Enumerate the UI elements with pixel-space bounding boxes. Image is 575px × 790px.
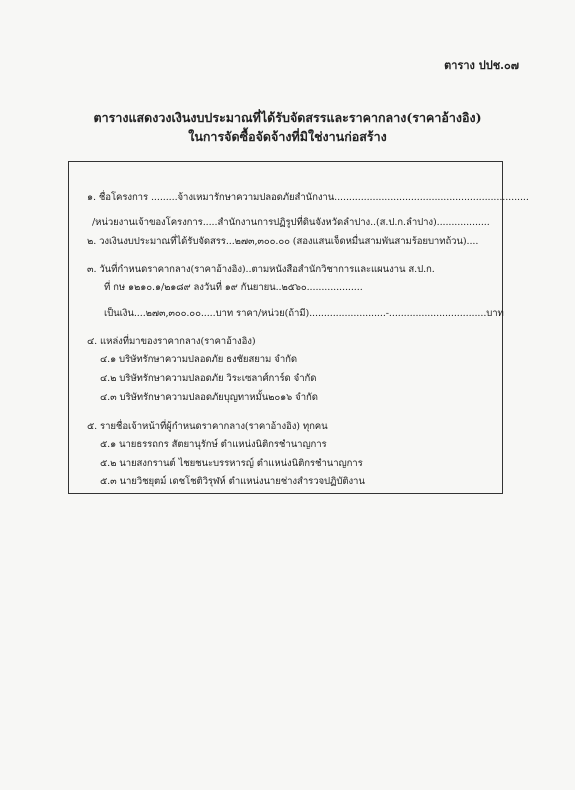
price-source-item: ๔.๓ บริษัทรักษาความปลอดภัยบุญทาหมั้น๒๐๑๖ จำกัด bbox=[100, 392, 318, 403]
project-agency-line: /หน่วยงานเจ้าของโครงการ.....สำนักงานการปฏิรูปที่ดินจังหวัดลำปาง..(ส.ป.ก.ลำปาง).................. bbox=[92, 217, 490, 228]
price-source-item: ๔.๒ บริษัทรักษาความปลอดภัย วิระเซลาศ์การ์ด จำกัด bbox=[100, 373, 317, 384]
amount-line: เป็นเงิน....๒๗๓,๓๐๐.๐๐.....บาท ราคา/หน่วย(ถ้ามี)..........................-.................................บาท bbox=[104, 308, 504, 319]
document-title: ตารางแสดงวงเงินงบประมาณที่ได้รับจัดสรรและราคากลาง(ราคาอ้างอิง) bbox=[93, 110, 482, 125]
officials-heading: ๕. รายชื่อเจ้าหน้าที่ผู้กำหนดราคากลาง(ราคาอ้างอิง) ทุกคน bbox=[87, 421, 328, 432]
budget-line: ๒. วงเงินงบประมาณที่ได้รับจัดสรร...๒๗๓,๓๐๐.๐๐ (สองแสนเจ็ดหมื่นสามพันสามร้อยบาทถ้วน).... bbox=[87, 236, 479, 247]
price-source-item: ๔.๑ บริษัทรักษาความปลอดภัย ธงชัยสยาม จำกัด bbox=[100, 354, 297, 365]
form-code: ตาราง ปปช.๐๗ bbox=[444, 59, 519, 72]
reference-price-date-line: ๓. วันที่กำหนดราคากลาง(ราคาอ้างอิง)..ตามหนังสือสำนักวิชาการและแผนงาน ส.ป.ก. bbox=[87, 264, 435, 275]
price-source-heading: ๔. แหล่งที่มาของราคากลาง(ราคาอ้างอิง) bbox=[87, 336, 256, 347]
official-item: ๕.๓ นายวิชยุตม์ เดชโชติวิรุฬห์ ตำแหน่งนายช่างสำรวจปฏิบัติงาน bbox=[100, 476, 365, 487]
project-name-line: ๑. ชื่อโครงการ .........จ้างเหมารักษาความปลอดภัยสำนักงาน.................................................................. bbox=[87, 192, 529, 203]
document-subtitle: ในการจัดซื้อจัดจ้างที่มิใช่งานก่อสร้าง bbox=[188, 129, 387, 144]
official-item: ๕.๑ นายธรรถกร สัตยานุรักษ์ ตำแหน่งนิติกรชำนาญการ bbox=[100, 439, 327, 450]
reference-document-line: ที่ กษ ๑๒๑๐.๑/๒๑๘๙ ลงวันที่ ๑๙ กันยายน..๒๕๖๐................... bbox=[104, 282, 363, 293]
official-item: ๕.๒ นายสงกรานต์ ไชยชนะบรรหารญ์ ตำแหน่งนิติกรชำนาญการ bbox=[100, 458, 363, 469]
